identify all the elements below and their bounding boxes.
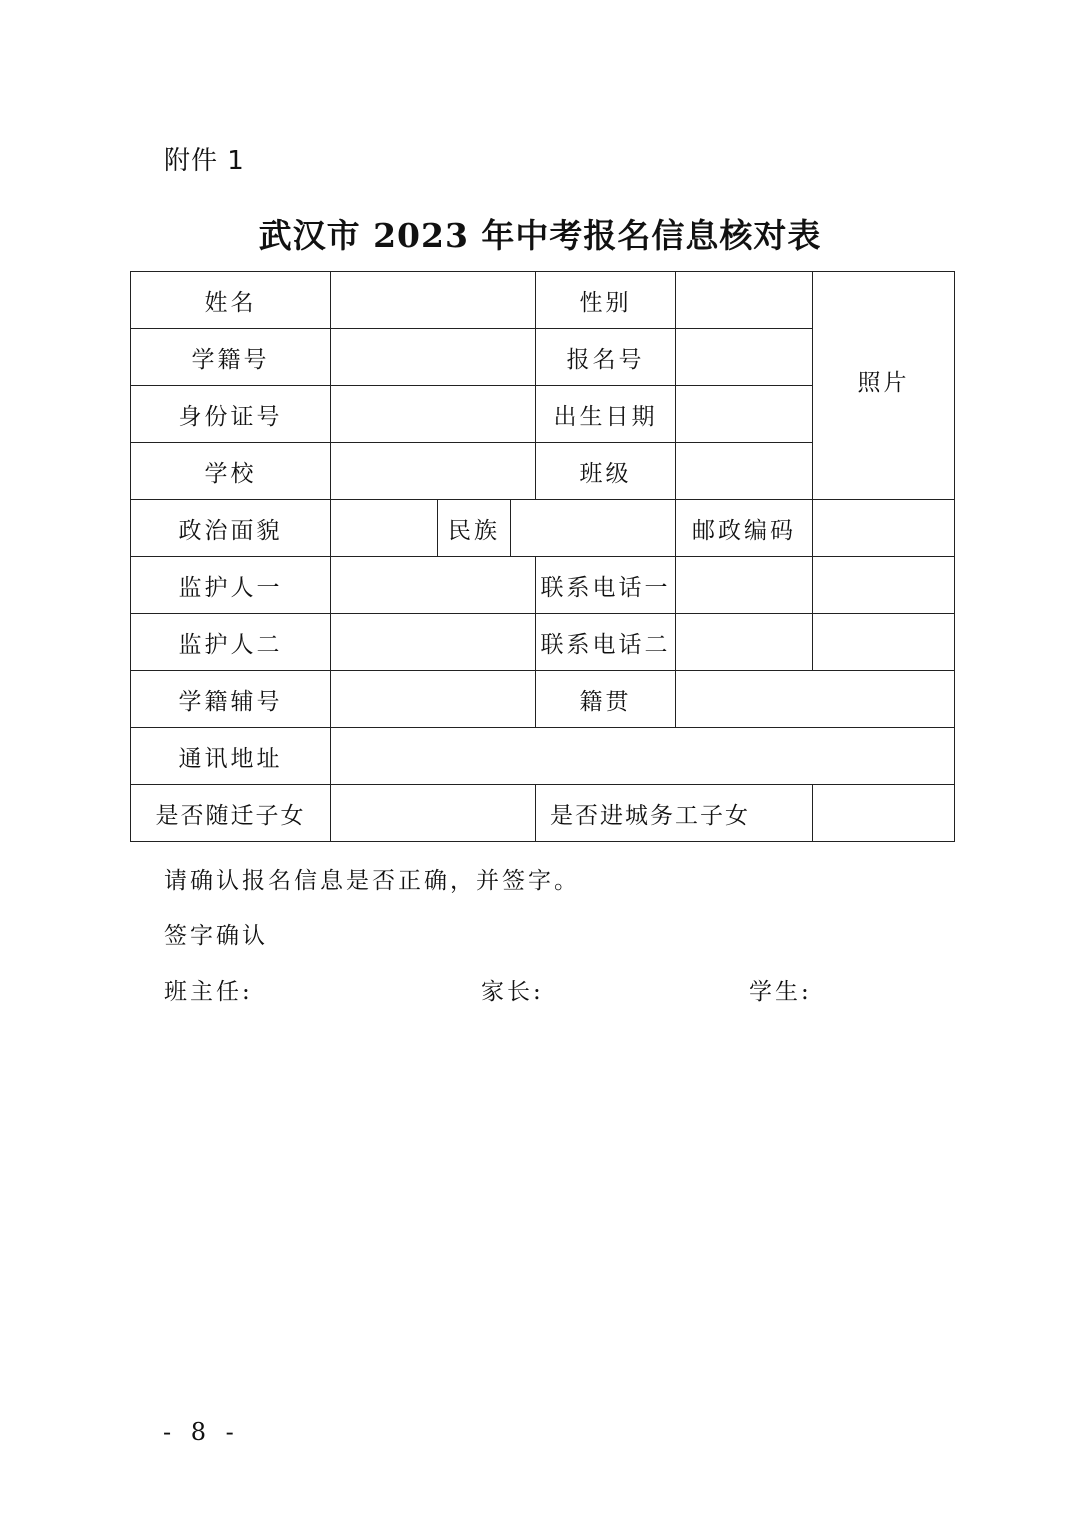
value-id-number[interactable] xyxy=(331,386,536,443)
value-address[interactable] xyxy=(331,728,955,785)
value-migrant-child[interactable] xyxy=(331,785,536,842)
value-class[interactable] xyxy=(676,443,813,500)
label-migrant-child: 是否随迁子女 xyxy=(131,785,331,842)
label-political-status: 政治面貌 xyxy=(131,500,331,557)
value-political-status[interactable] xyxy=(331,500,438,557)
head-teacher-signature-label: 班主任: xyxy=(164,979,253,1005)
value-phone1-extra[interactable] xyxy=(813,557,955,614)
student-signature-label: 学生: xyxy=(749,979,812,1005)
parent-signature-label: 家长: xyxy=(481,979,544,1005)
value-gender[interactable] xyxy=(676,272,813,329)
value-native-place[interactable] xyxy=(676,671,955,728)
table-row xyxy=(131,728,955,785)
document-title: 武汉市 2023 年中考报名信息核对表 xyxy=(258,216,822,255)
label-id-number: 身份证号 xyxy=(131,386,331,443)
table-row xyxy=(131,272,955,329)
page-number: - 8 - xyxy=(163,1418,240,1446)
value-school[interactable] xyxy=(331,443,536,500)
table-row xyxy=(131,671,955,728)
value-student-id[interactable] xyxy=(331,329,536,386)
label-name: 姓名 xyxy=(131,272,331,329)
value-phone1[interactable] xyxy=(676,557,813,614)
label-native-place: 籍贯 xyxy=(536,671,676,728)
label-ethnicity: 民族 xyxy=(438,500,511,557)
photo-box: 照片 xyxy=(813,272,955,500)
value-name[interactable] xyxy=(331,272,536,329)
value-ethnicity[interactable] xyxy=(511,500,676,557)
label-birth-date: 出生日期 xyxy=(536,386,676,443)
signature-confirm-label: 签字确认 xyxy=(164,923,268,949)
label-worker-child: 是否进城务工子女 xyxy=(536,785,813,842)
label-postal-code: 邮政编码 xyxy=(676,500,813,557)
value-worker-child[interactable] xyxy=(813,785,955,842)
label-class: 班级 xyxy=(536,443,676,500)
label-school: 学校 xyxy=(131,443,331,500)
label-gender: 性别 xyxy=(536,272,676,329)
table-row xyxy=(131,614,955,671)
value-registration-no[interactable] xyxy=(676,329,813,386)
value-phone2[interactable] xyxy=(676,614,813,671)
label-phone1: 联系电话一 xyxy=(536,557,676,614)
label-guardian1: 监护人一 xyxy=(131,557,331,614)
label-guardian2: 监护人二 xyxy=(131,614,331,671)
label-student-aux-id: 学籍辅号 xyxy=(131,671,331,728)
table-row xyxy=(131,500,955,557)
registration-info-table xyxy=(130,271,955,842)
value-guardian1[interactable] xyxy=(331,557,536,614)
table-row xyxy=(131,785,955,842)
value-guardian2[interactable] xyxy=(331,614,536,671)
label-phone2: 联系电话二 xyxy=(536,614,676,671)
value-birth-date[interactable] xyxy=(676,386,813,443)
table-row xyxy=(131,557,955,614)
confirm-note: 请确认报名信息是否正确，并签字。 xyxy=(164,868,580,894)
value-postal-code[interactable] xyxy=(813,500,955,557)
value-student-aux-id[interactable] xyxy=(331,671,536,728)
value-phone2-extra[interactable] xyxy=(813,614,955,671)
label-address: 通讯地址 xyxy=(131,728,331,785)
label-student-id: 学籍号 xyxy=(131,329,331,386)
attachment-label: 附件 1 xyxy=(164,146,245,176)
label-registration-no: 报名号 xyxy=(536,329,676,386)
